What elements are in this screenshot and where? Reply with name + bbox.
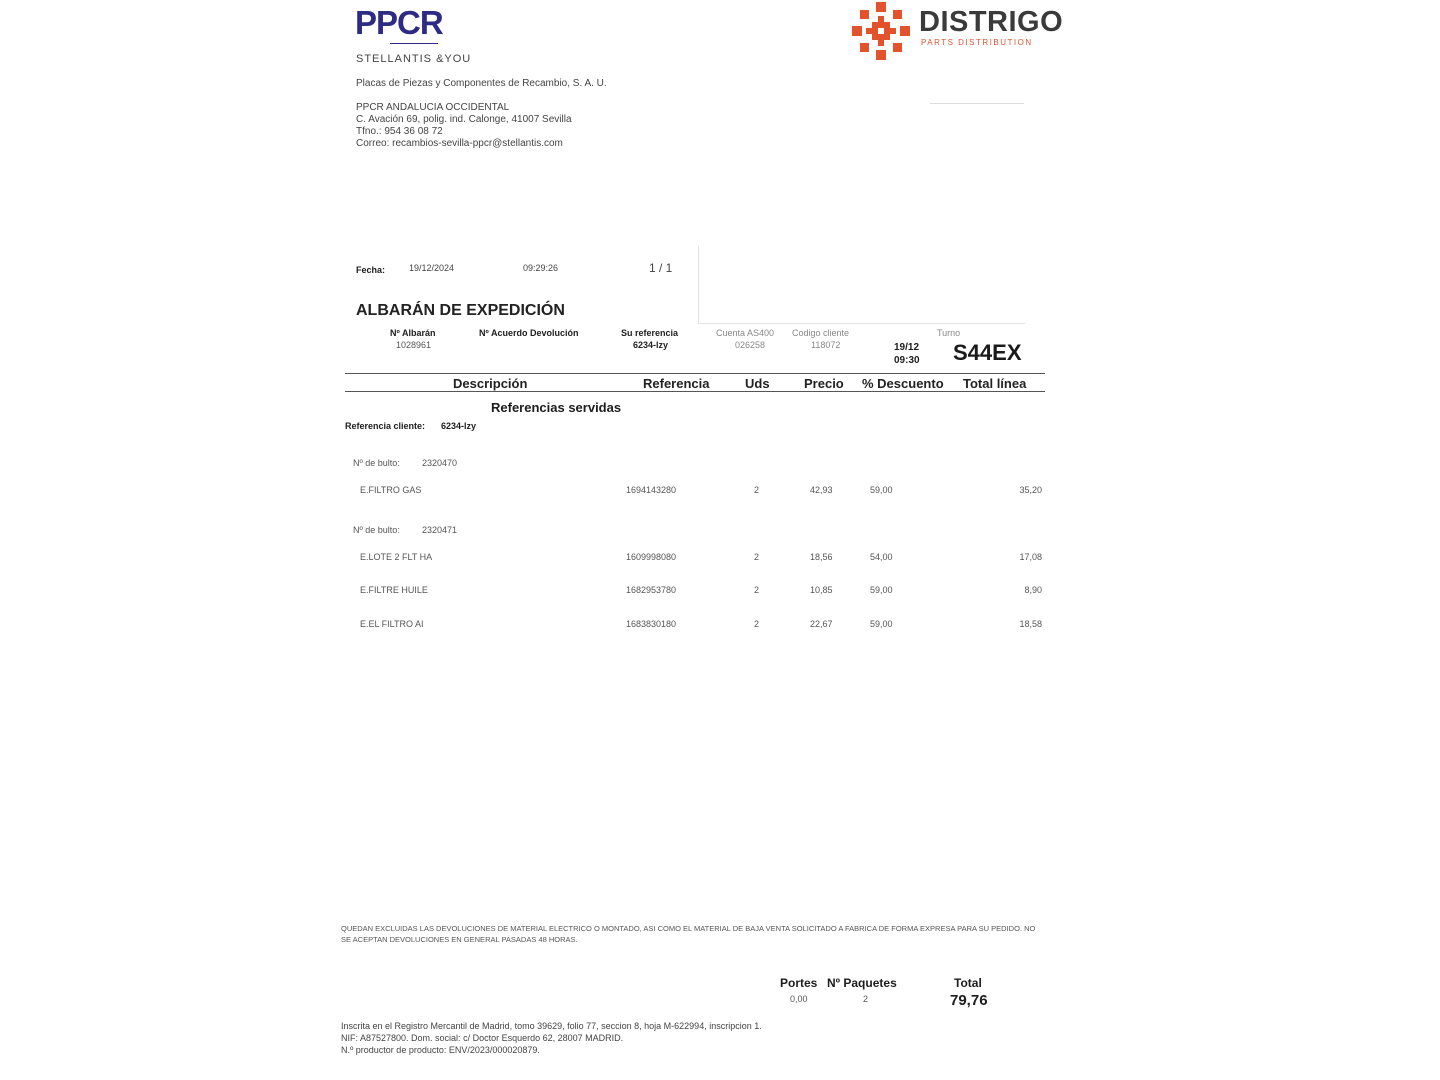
cuenta-label: Cuenta AS400 — [716, 328, 775, 338]
codigo-cliente-value: 118072 — [811, 340, 841, 350]
bulto-label: Nº de bulto: — [353, 458, 400, 468]
row-desc: E.FILTRE HUILE — [360, 585, 428, 595]
turno-code: S44EX — [953, 340, 1022, 365]
portes-label: Portes — [780, 976, 818, 990]
distrigo-tagline: PARTS DISTRIBUTION — [921, 38, 1033, 47]
legal-line: NIF: A87527800. Dom. social: c/ Doctor Esquerdo 62, 28007 MADRID. — [341, 1033, 624, 1043]
row-precio: 22,67 — [810, 619, 833, 629]
distrigo-logo-text: DISTRIGO — [919, 6, 1064, 38]
row-total: 18,58 — [1019, 619, 1042, 629]
table-header-bottom-rule — [345, 391, 1045, 392]
col-referencia: Referencia — [643, 376, 710, 391]
row-uds: 2 — [754, 485, 760, 495]
legal-info — [341, 1020, 762, 1056]
turno-label: Turno — [937, 328, 961, 338]
table-header-top-rule — [345, 373, 1045, 374]
row-desc: E.EL FILTRO AI — [360, 619, 424, 629]
codigo-cliente-label: Codigo cliente — [792, 328, 850, 338]
branch-line: PPCR ANDALUCIA OCCIDENTAL — [356, 102, 510, 113]
ref-cliente-label: Referencia cliente: — [345, 421, 426, 431]
col-total-linea: Total línea — [963, 376, 1027, 391]
dispatch-time: 09:30 — [894, 355, 920, 366]
row-ref: 1609998080 — [626, 552, 677, 562]
row-descuento: 59,00 — [870, 485, 893, 495]
col-uds: Uds — [745, 376, 770, 391]
row-precio: 10,85 — [810, 585, 833, 595]
row-precio: 18,56 — [810, 552, 833, 562]
legal-line: Inscrita en el Registro Mercantil de Madrid, tomo 39629, folio 77, seccion 8, hoja M-622994, inscripcion 1. — [341, 1021, 762, 1031]
section-title: Referencias servidas — [491, 400, 622, 415]
total-label: Total — [954, 976, 982, 990]
row-uds: 2 — [754, 552, 760, 562]
dispatch-datetime — [894, 341, 920, 367]
paquetes-value: 2 — [863, 994, 869, 1004]
company-name: Placas de Piezas y Componentes de Recambio, S. A. U. — [356, 78, 607, 89]
col-descripcion: Descripción — [453, 376, 528, 391]
su-referencia-value: 6234-lzy — [633, 340, 669, 350]
acuerdo-label: Nº Acuerdo Devolución — [479, 328, 579, 338]
row-desc: E.LOTE 2 FLT HA — [360, 552, 433, 562]
row-descuento: 54,00 — [870, 552, 893, 562]
ppcr-logo-rule — [390, 43, 438, 44]
albaran-value: 1028961 — [396, 340, 432, 350]
bulto-label: Nº de bulto: — [353, 525, 400, 535]
branch-line: C. Avación 69, polig. ind. Calonge, 41007 Sevilla — [356, 114, 572, 125]
address-frame-top — [930, 103, 1024, 104]
address-frame — [698, 246, 1025, 324]
returns-disclaimer: QUEDAN EXCLUIDAS LAS DEVOLUCIONES DE MATERIAL ELECTRICO O MONTADO, ASI COMO EL MATERIAL DE BAJA VENTA SOLICITADO A FABRICA DE FORMA EXPRESA PARA SU PEDIDO. NO SE ACEPTAN DEVOLUCIONES EN GENERAL PASADAS 48 HORAS. — [341, 924, 1036, 944]
row-uds: 2 — [754, 585, 760, 595]
row-ref: 1683830180 — [626, 619, 677, 629]
portes-value: 0,00 — [790, 994, 808, 1004]
branch-line: Correo: recambios-sevilla-ppcr@stellantis.com — [356, 138, 563, 149]
page-number: 1 / 1 — [649, 261, 673, 275]
paquetes-label: Nº Paquetes — [827, 976, 897, 990]
branch-address — [356, 102, 572, 150]
row-uds: 2 — [754, 619, 760, 629]
legal-line: N.º productor de producto: ENV/2023/000020879. — [341, 1045, 540, 1055]
row-total: 17,08 — [1019, 552, 1042, 562]
bulto-number: 2320471 — [422, 525, 458, 535]
document-title: ALBARÁN DE EXPEDICIÓN — [356, 302, 565, 319]
col-descuento: % Descuento — [862, 376, 944, 391]
ppcr-tagline: STELLANTIS &YOU — [356, 53, 472, 65]
row-desc: E.FILTRO GAS — [360, 485, 422, 495]
row-total: 35,20 — [1019, 485, 1042, 495]
fecha-label: Fecha: — [356, 265, 386, 275]
row-ref: 1694143280 — [626, 485, 677, 495]
ppcr-logo: PPCR — [355, 4, 443, 41]
row-ref: 1682953780 — [626, 585, 677, 595]
col-precio: Precio — [804, 376, 844, 391]
albaran-label: Nº Albarán — [390, 328, 436, 338]
row-descuento: 59,00 — [870, 619, 893, 629]
total-value: 79,76 — [950, 992, 988, 1009]
row-total: 8,90 — [1024, 585, 1042, 595]
fecha-date: 19/12/2024 — [409, 263, 455, 273]
cuenta-value: 026258 — [735, 340, 766, 350]
ref-cliente-value: 6234-lzy — [441, 421, 477, 431]
fecha-time: 09:29:26 — [523, 263, 559, 273]
bulto-number: 2320470 — [422, 458, 458, 468]
branch-line: Tfno.: 954 36 08 72 — [356, 126, 443, 137]
row-precio: 42,93 — [810, 485, 833, 495]
distrigo-sun-icon — [850, 0, 912, 62]
dispatch-date: 19/12 — [894, 342, 920, 353]
su-referencia-label: Su referencia — [621, 328, 679, 338]
row-descuento: 59,00 — [870, 585, 893, 595]
